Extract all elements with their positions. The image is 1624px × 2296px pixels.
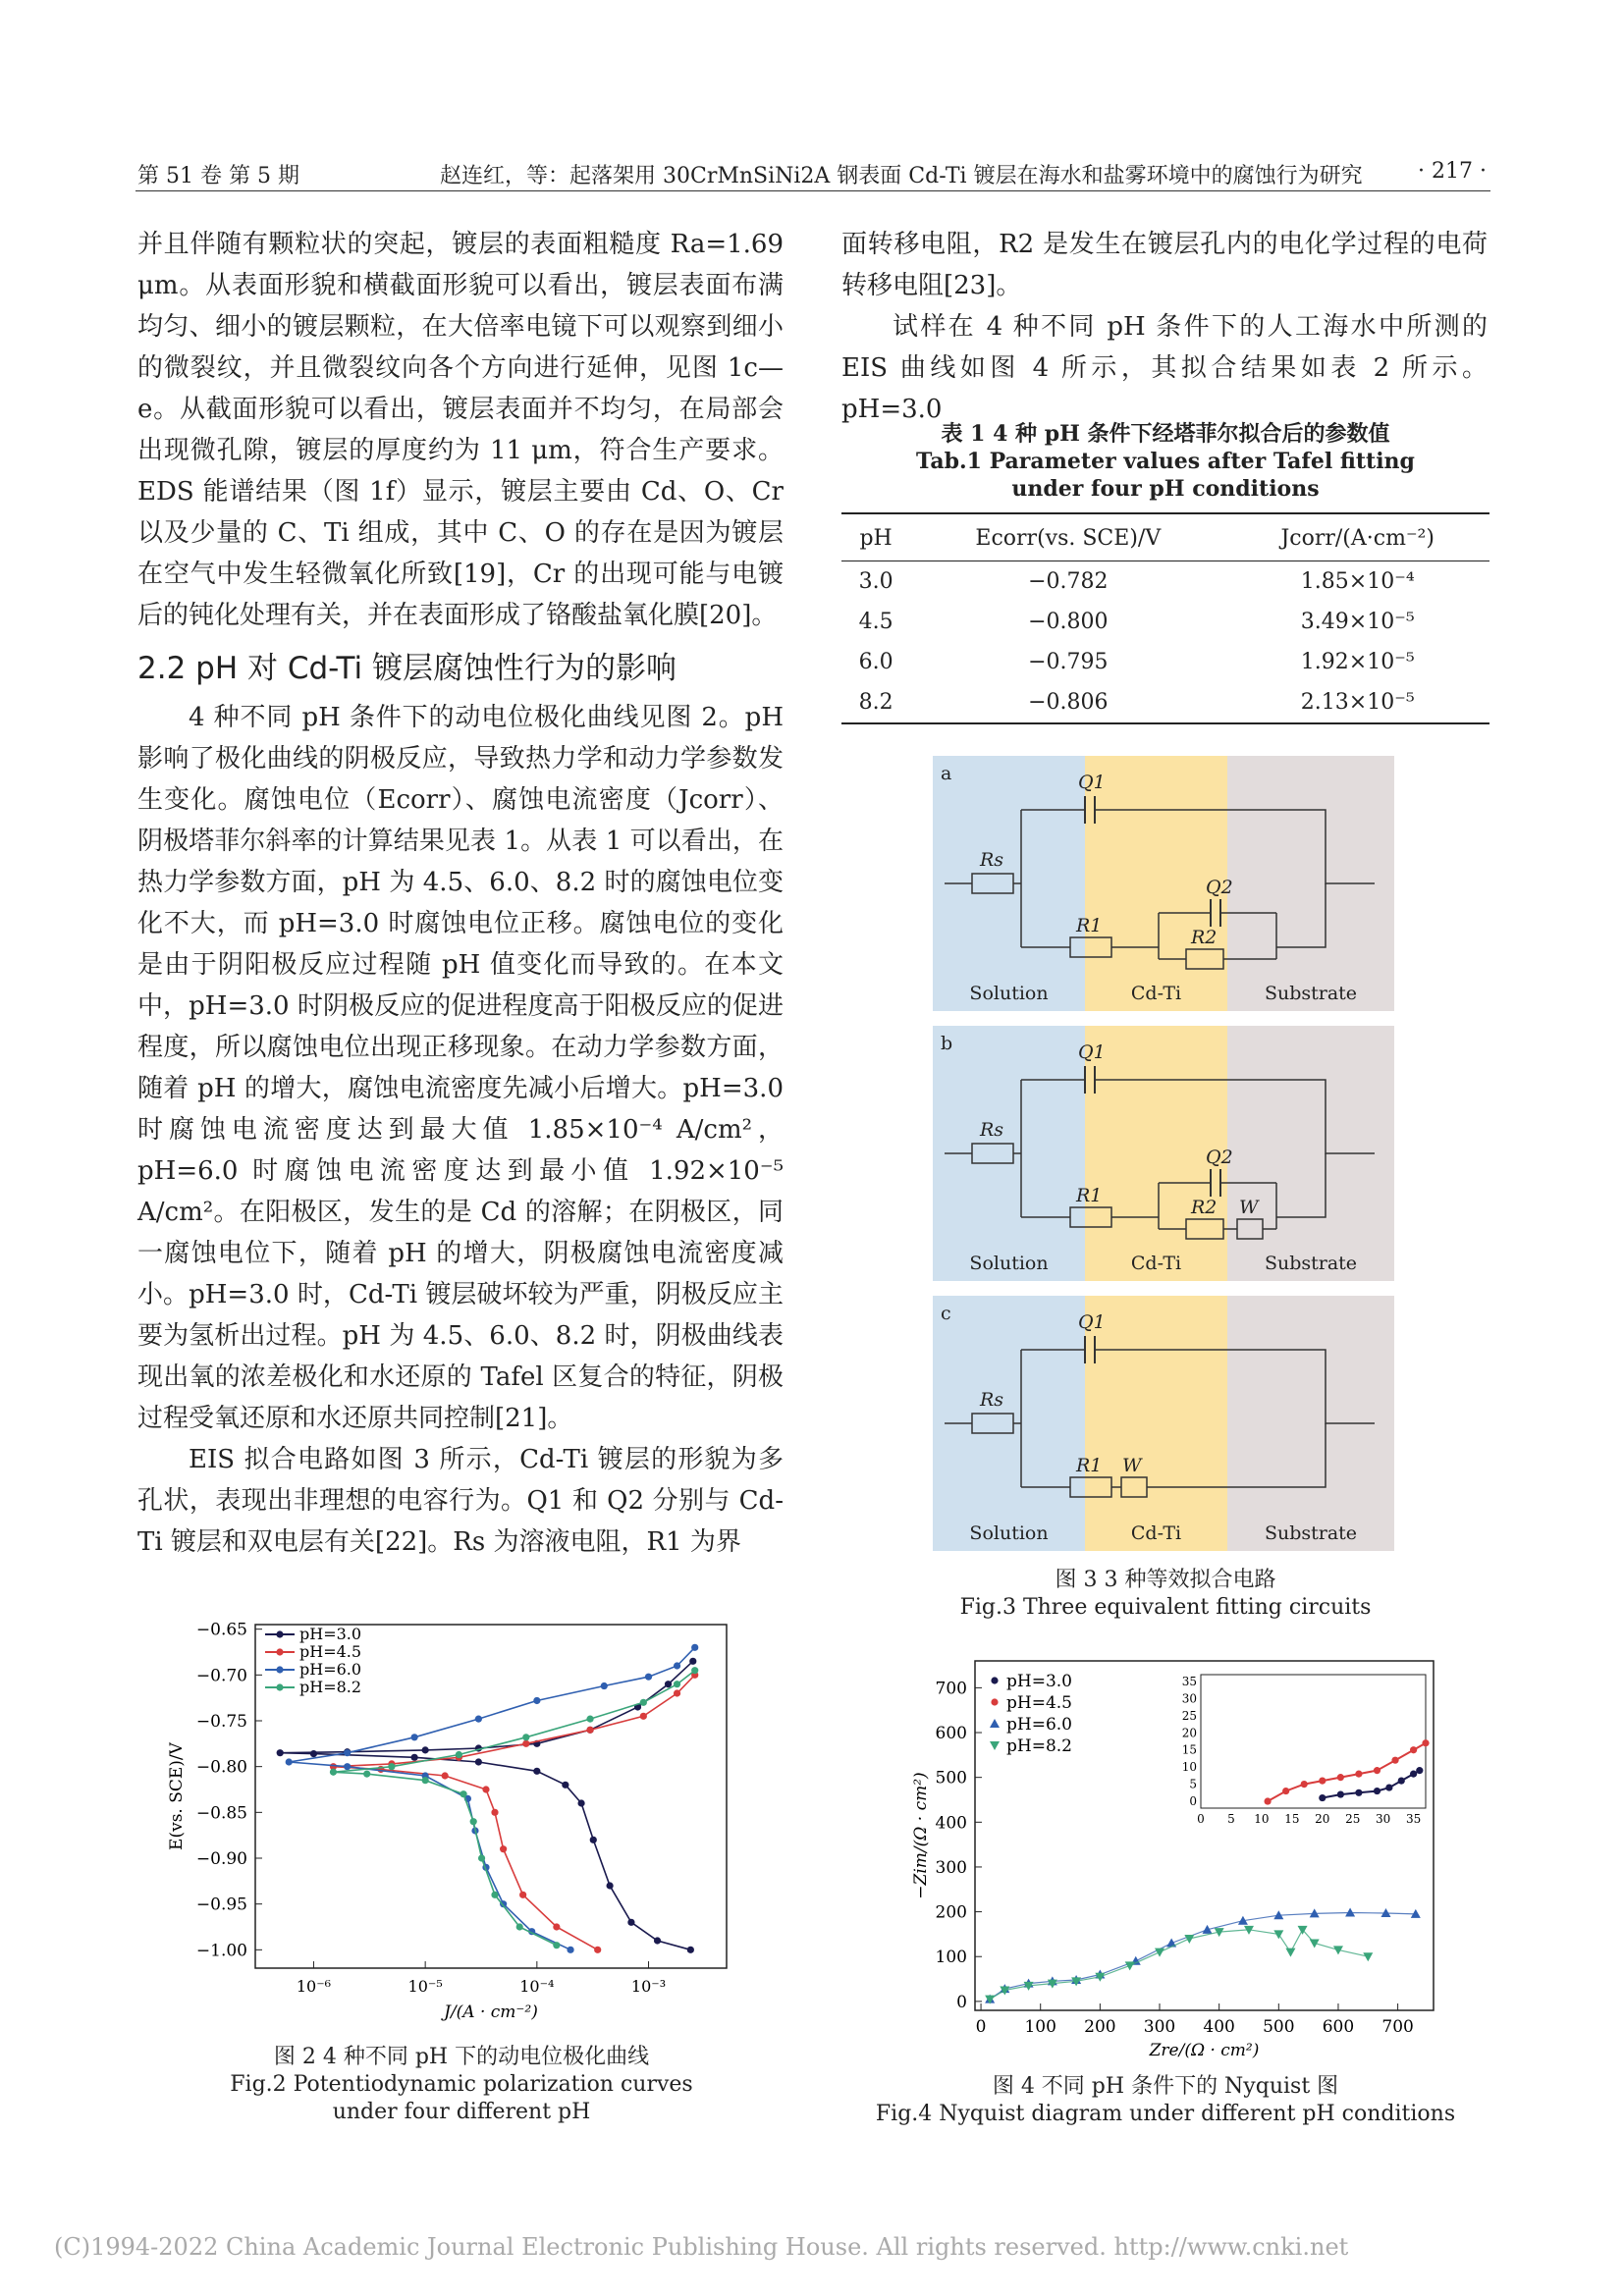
y-tick-label: 100 xyxy=(935,1948,967,1968)
data-point xyxy=(586,1716,593,1723)
data-point xyxy=(645,1674,652,1681)
inset-chart xyxy=(1182,1675,1430,1826)
x-tick-label: 500 xyxy=(1263,2017,1295,2037)
table-cell: 1.92×10⁻⁵ xyxy=(1300,650,1415,674)
data-point xyxy=(516,1923,523,1930)
x-tick-label: 100 xyxy=(1024,2017,1056,2037)
inset-x-tick-label: 30 xyxy=(1376,1812,1391,1826)
inset-data-point xyxy=(1398,1778,1405,1785)
legend-label: pH=6.0 xyxy=(1006,1715,1072,1735)
section-heading: 2.2 pH 对 Cd-Ti 镀层腐蚀性行为的影响 xyxy=(137,651,677,686)
legend-label: pH=3.0 xyxy=(1006,1672,1072,1691)
table1 xyxy=(841,512,1489,724)
legend-marker xyxy=(276,1630,283,1637)
y-tick-label: 700 xyxy=(935,1679,967,1699)
data-point xyxy=(674,1662,680,1669)
inset-data-point xyxy=(1355,1789,1362,1796)
inset-y-tick-label: 5 xyxy=(1189,1777,1197,1791)
x-tick-label: 0 xyxy=(975,2017,987,2037)
table-cell: 2.13×10⁻⁵ xyxy=(1225,682,1489,723)
circuit-panel-b xyxy=(933,1026,1394,1281)
inset-data-point xyxy=(1391,1757,1398,1764)
y-axis-label: −Zim/(Ω · cm²) xyxy=(911,1772,931,1899)
inset-y-tick-label: 15 xyxy=(1181,1742,1197,1757)
table-cell: 8.2 xyxy=(841,682,910,723)
label-r2: R2 xyxy=(1191,1197,1218,1218)
data-point xyxy=(277,1749,284,1756)
table-cell: 6.0 xyxy=(858,650,893,674)
copyright-footer: (C)1994-2022 China Academic Journal Electronic Publishing House. All rights reserved. http://www.cnki.net xyxy=(54,2233,1349,2261)
y-tick-label: 400 xyxy=(935,1813,967,1834)
right-column xyxy=(841,224,1488,430)
nyquist-chart xyxy=(908,1649,1458,2061)
inset-x-tick-label: 15 xyxy=(1284,1812,1300,1826)
legend-marker xyxy=(276,1666,283,1673)
table1-header: Jcorr/(A·cm⁻²) xyxy=(1225,513,1489,561)
label-rs: Rs xyxy=(980,1119,1004,1141)
data-point xyxy=(533,1697,540,1704)
y-tick-label: 0 xyxy=(956,1992,967,2012)
x-tick-label: 200 xyxy=(1084,2017,1116,2037)
data-point xyxy=(460,1790,466,1797)
x-tick-label: 10⁻⁵ xyxy=(407,1977,443,1996)
table-cell: 3.0 xyxy=(858,569,893,594)
running-title: 赵连红，等：起落架用 30CrMnSiNi2A 钢表面 Cd-Ti 镀层在海水和盐雾环境中的腐蚀行为研究 xyxy=(440,164,1363,188)
data-point xyxy=(674,1689,680,1696)
data-point xyxy=(601,1682,608,1689)
inset-x-tick-label: 20 xyxy=(1315,1812,1330,1826)
inset-x-tick-label: 10 xyxy=(1254,1812,1270,1826)
data-point xyxy=(562,1782,568,1789)
left-column xyxy=(137,224,784,1563)
x-tick-label: 400 xyxy=(1203,2017,1235,2037)
legend-label: pH=4.5 xyxy=(1006,1693,1072,1713)
data-point xyxy=(422,1777,429,1784)
data-point xyxy=(519,1892,526,1898)
y-tick-label: 500 xyxy=(935,1768,967,1789)
data-point xyxy=(522,1734,529,1740)
data-point xyxy=(491,1892,498,1898)
x-tick-label: 10⁻³ xyxy=(630,1977,667,1996)
figure4-caption xyxy=(841,2073,1489,2128)
data-point xyxy=(640,1713,647,1720)
table-row xyxy=(841,682,1489,723)
figure4-caption-cn: 图 4 不同 pH 条件下的 Nyquist 图 xyxy=(992,2074,1339,2099)
legend-label: pH=8.2 xyxy=(299,1678,362,1696)
label-rs: Rs xyxy=(980,849,1004,871)
inset-y-tick-label: 0 xyxy=(1189,1794,1197,1809)
data-point xyxy=(687,1947,694,1953)
legend-label: pH=4.5 xyxy=(299,1642,362,1661)
data-point xyxy=(310,1750,317,1757)
table1-caption-cn: 表 1 4 种 pH 条件下经塔菲尔拟合后的参数值 xyxy=(941,421,1390,447)
region-label: Solution xyxy=(969,1522,1049,1544)
label-r2: R2 xyxy=(1191,927,1218,948)
inset-data-point xyxy=(1416,1767,1423,1774)
data-point xyxy=(388,1763,395,1770)
legend-marker xyxy=(276,1683,283,1690)
data-point xyxy=(286,1758,293,1765)
data-point xyxy=(478,1854,485,1861)
figure3-caption-cn: 图 3 3 种等效拟合电路 xyxy=(1055,1568,1276,1592)
inset-data-point xyxy=(1410,1746,1417,1753)
data-point xyxy=(330,1769,337,1776)
x-tick-label: 10⁻⁶ xyxy=(296,1977,332,1996)
data-point xyxy=(627,1919,634,1926)
label-w: W xyxy=(1122,1455,1142,1476)
y-tick-label: −0.95 xyxy=(195,1895,247,1915)
inset-y-tick-label: 20 xyxy=(1181,1726,1197,1740)
data-point xyxy=(422,1746,429,1753)
inset-data-point xyxy=(1319,1794,1326,1801)
data-point xyxy=(674,1681,680,1687)
label-q2: Q2 xyxy=(1206,1147,1233,1168)
label-rs: Rs xyxy=(980,1389,1004,1411)
label-q1: Q1 xyxy=(1078,1311,1106,1333)
panel-label: c xyxy=(941,1303,951,1324)
data-point xyxy=(522,1740,529,1747)
inset-data-point xyxy=(1422,1739,1429,1746)
inset-x-tick-label: 5 xyxy=(1227,1812,1235,1826)
circuit-panel-a xyxy=(933,756,1394,1011)
data-point xyxy=(482,1786,489,1792)
figure3-caption xyxy=(841,1567,1489,1622)
data-point xyxy=(470,1818,477,1825)
table-cell: −0.806 xyxy=(910,682,1225,723)
left-paragraph-2: 4 种不同 pH 条件下的动电位极化曲线见图 2。pH 影响了极化曲线的阴极反应，导致热力学和动力学参数发生变化。腐蚀电位（Ecorr）、腐蚀电流密度（Jcorr）、阴极塔菲尔斜率的计算结果见表 1。从表 1 可以看出，在热力学参数方面，pH 为 4.5、6.0、8.2 时的腐蚀电位变化不大，而 pH=3.0 时腐蚀电位正移。腐蚀电位的变化是由于阴阳极反应过程随 pH 值变化而导致的。在本文中，pH=3.0 时阴极反应的促进程度高于阳极反应的促进程度，所以腐蚀电位出现正移现象。在动力学参数方面，随着 pH 的增大，腐蚀电流密度先减小后增大。pH=3.0 时腐蚀电流密度达到最大值 1.85×10⁻⁴ A/cm²，pH=6.0 时腐蚀电流密度达到最小值 1.92×10⁻⁵ A/cm²。在阳极区，发生的是 Cd 的溶解；在阴极区，同一腐蚀电位下，随着 pH 的增大，阴极腐蚀电流密度减小。pH=3.0 时，Cd-Ti 镀层破坏较为严重，阴极反应主要为氢析出过程。pH 为 4.5、6.0、8.2 时，阴极曲线表现出氧的浓差极化和水还原的 Tafel 区复合的特征，阴极过程受氧还原和水还原共同控制[21]。 xyxy=(137,703,784,1433)
data-point xyxy=(475,1758,482,1765)
label-w: W xyxy=(1239,1197,1259,1218)
table-cell: −0.800 xyxy=(1028,610,1109,634)
y-tick-label: −1.00 xyxy=(195,1941,247,1961)
figure2-caption-en: Fig.2 Potentiodynamic polarization curves under four different pH xyxy=(230,2072,693,2124)
inset-data-point xyxy=(1337,1790,1344,1797)
table-row xyxy=(841,642,1489,682)
page-number: · 217 · xyxy=(1418,159,1487,184)
x-tick-label: 700 xyxy=(1381,2017,1414,2037)
label-r1: R1 xyxy=(1076,915,1103,936)
y-tick-label: −0.85 xyxy=(195,1803,247,1824)
right-paragraph-2: 试样在 4 种不同 pH 条件下的人工海水中所测的 EIS 曲线如图 4 所示，其拟合结果如表 2 所示。pH=3.0 xyxy=(841,312,1488,424)
table-cell: 4.5 xyxy=(858,610,893,634)
legend-label: pH=6.0 xyxy=(299,1660,362,1679)
panel-label: b xyxy=(941,1033,953,1054)
left-paragraph-3: EIS 拟合电路如图 3 所示，Cd-Ti 镀层的形貌为多孔状，表现出非理想的电容行为。Q1 和 Q2 分别与 Cd-Ti 镀层和双电层有关[22]。Rs 为溶液电阻，R1 为界 xyxy=(137,1445,784,1557)
legend-marker xyxy=(991,1677,998,1683)
inset-x-tick-label: 25 xyxy=(1345,1812,1361,1826)
region-label: Substrate xyxy=(1264,1522,1358,1544)
legend-label: pH=8.2 xyxy=(1006,1736,1072,1756)
y-tick-label: 200 xyxy=(935,1902,967,1923)
table-cell: 3.49×10⁻⁵ xyxy=(1300,610,1415,634)
right-paragraph-1: 面转移电阻，R2 是发生在镀层孔内的电化学过程的电荷转移电阻[23]。 xyxy=(841,230,1488,300)
label-r1: R1 xyxy=(1076,1185,1103,1206)
region-label: Substrate xyxy=(1264,1253,1358,1274)
data-point xyxy=(553,1923,560,1930)
legend-marker xyxy=(991,1698,998,1705)
inset-data-point xyxy=(1264,1797,1271,1804)
legend-label: pH=3.0 xyxy=(299,1625,362,1643)
table-cell: −0.795 xyxy=(1028,650,1109,674)
y-tick-label: −0.90 xyxy=(195,1849,247,1869)
left-paragraph-1: 并且伴随有颗粒状的突起，镀层的表面粗糙度 Ra=1.69 μm。从表面形貌和横截面形貌可以看出，镀层表面布满均匀、细小的镀层颗粒，在大倍率电镜下可以观察到细小的微裂纹，并且微裂纹向各个方向进行延伸，见图 1c—e。从截面形貌可以看出，镀层表面并不均匀，在局部会出现微孔隙，镀层的厚度约为 11 μm，符合生产要求。EDS 能谱结果（图 1f）显示，镀层主要由 Cd、O、Cr 以及少量的 C、Ti 组成，其中 C、O 的存在是因为镀层在空气中发生轻微氧化所致[19]，Cr 的出现可能与电镀后的钝化处理有关，并在表面形成了铬酸盐氧化膜[20]。 xyxy=(137,230,784,630)
figure2-caption xyxy=(147,2044,776,2126)
inset-y-tick-label: 30 xyxy=(1181,1691,1197,1706)
y-tick-label: −0.65 xyxy=(195,1620,247,1640)
label-q1: Q1 xyxy=(1078,1041,1106,1063)
panel-label: a xyxy=(941,763,952,784)
y-axis-label: E(vs. SCE)/V xyxy=(167,1742,187,1850)
table-cell: −0.782 xyxy=(1028,569,1109,594)
table1-header: Ecorr(vs. SCE)/V xyxy=(910,513,1225,561)
inset-x-tick-label: 0 xyxy=(1197,1812,1205,1826)
data-point xyxy=(442,1772,449,1779)
x-axis-label: J/(A · cm⁻²) xyxy=(444,2002,538,2022)
data-point xyxy=(691,1644,698,1651)
inset-data-point xyxy=(1374,1788,1380,1794)
data-point xyxy=(594,1947,601,1953)
inset-data-point xyxy=(1355,1771,1362,1778)
inset-data-point xyxy=(1374,1767,1380,1774)
figure3-caption-en: Fig.3 Three equivalent fitting circuits xyxy=(959,1595,1372,1620)
x-tick-label: 600 xyxy=(1322,2017,1355,2037)
label-r1: R1 xyxy=(1076,1455,1103,1476)
figure4-caption-en: Fig.4 Nyquist diagram under different pH conditions xyxy=(875,2102,1456,2126)
x-tick-label: 300 xyxy=(1143,2017,1176,2037)
equivalent-circuits-figure xyxy=(933,756,1394,1551)
region-label: Substrate xyxy=(1264,983,1358,1004)
inset-data-point xyxy=(1385,1784,1392,1790)
inset-data-point xyxy=(1410,1771,1417,1778)
data-point xyxy=(665,1681,672,1687)
x-tick-label: 10⁻⁴ xyxy=(519,1977,555,1996)
figure2-caption-cn: 图 2 4 种不同 pH 下的动电位极化曲线 xyxy=(273,2045,650,2069)
data-point xyxy=(567,1947,573,1953)
region-label: Cd-Ti xyxy=(1130,983,1182,1004)
y-tick-label: 300 xyxy=(935,1857,967,1878)
y-tick-label: 600 xyxy=(935,1724,967,1744)
data-point xyxy=(500,1845,507,1852)
inset-y-tick-label: 25 xyxy=(1181,1708,1197,1723)
inset-data-point xyxy=(1282,1788,1289,1794)
data-point xyxy=(640,1699,647,1706)
x-axis-label: Zre/(Ω · cm²) xyxy=(1149,2041,1260,2060)
table1-caption xyxy=(841,420,1489,503)
data-point xyxy=(553,1942,560,1949)
data-point xyxy=(586,1727,593,1734)
label-q2: Q2 xyxy=(1206,877,1233,898)
region-background xyxy=(1085,1296,1227,1551)
data-point xyxy=(590,1837,597,1843)
inset-x-tick-label: 35 xyxy=(1405,1812,1422,1826)
data-point xyxy=(607,1882,614,1889)
data-point xyxy=(689,1658,696,1665)
data-point xyxy=(491,1809,498,1816)
data-point xyxy=(344,1763,351,1770)
region-label: Cd-Ti xyxy=(1130,1522,1182,1544)
region-label: Cd-Ti xyxy=(1130,1253,1182,1274)
polarization-chart xyxy=(162,1610,751,2022)
y-tick-label: −0.80 xyxy=(195,1757,247,1778)
data-point xyxy=(344,1749,351,1756)
data-point xyxy=(411,1754,418,1761)
inset-y-tick-label: 35 xyxy=(1181,1674,1197,1688)
table1-header: pH xyxy=(841,513,910,561)
table-row xyxy=(841,561,1489,603)
region-label: Solution xyxy=(969,983,1049,1004)
running-header xyxy=(135,155,1490,191)
region-label: Solution xyxy=(969,1253,1049,1274)
data-point xyxy=(577,1799,584,1806)
inset-data-point xyxy=(1337,1774,1344,1781)
inset-data-point xyxy=(1319,1778,1326,1785)
data-point xyxy=(475,1716,482,1723)
table-row xyxy=(841,602,1489,642)
data-point xyxy=(533,1768,540,1775)
data-point xyxy=(411,1734,418,1740)
inset-y-tick-label: 10 xyxy=(1181,1760,1197,1775)
data-point xyxy=(654,1937,661,1944)
journal-volume: 第 51 卷 第 5 期 xyxy=(137,164,299,188)
circuit-panel-c xyxy=(933,1296,1394,1551)
inset-data-point xyxy=(1301,1781,1308,1788)
data-point xyxy=(691,1667,698,1674)
label-q1: Q1 xyxy=(1078,772,1106,793)
y-tick-label: −0.70 xyxy=(195,1666,247,1686)
data-point xyxy=(363,1771,370,1778)
table1-caption-en: Tab.1 Parameter values after Tafel fitting under four pH conditions xyxy=(916,449,1415,502)
y-tick-label: −0.75 xyxy=(195,1712,247,1732)
data-point xyxy=(456,1751,462,1758)
table-cell: 1.85×10⁻⁴ xyxy=(1300,569,1415,594)
legend-marker xyxy=(276,1648,283,1655)
